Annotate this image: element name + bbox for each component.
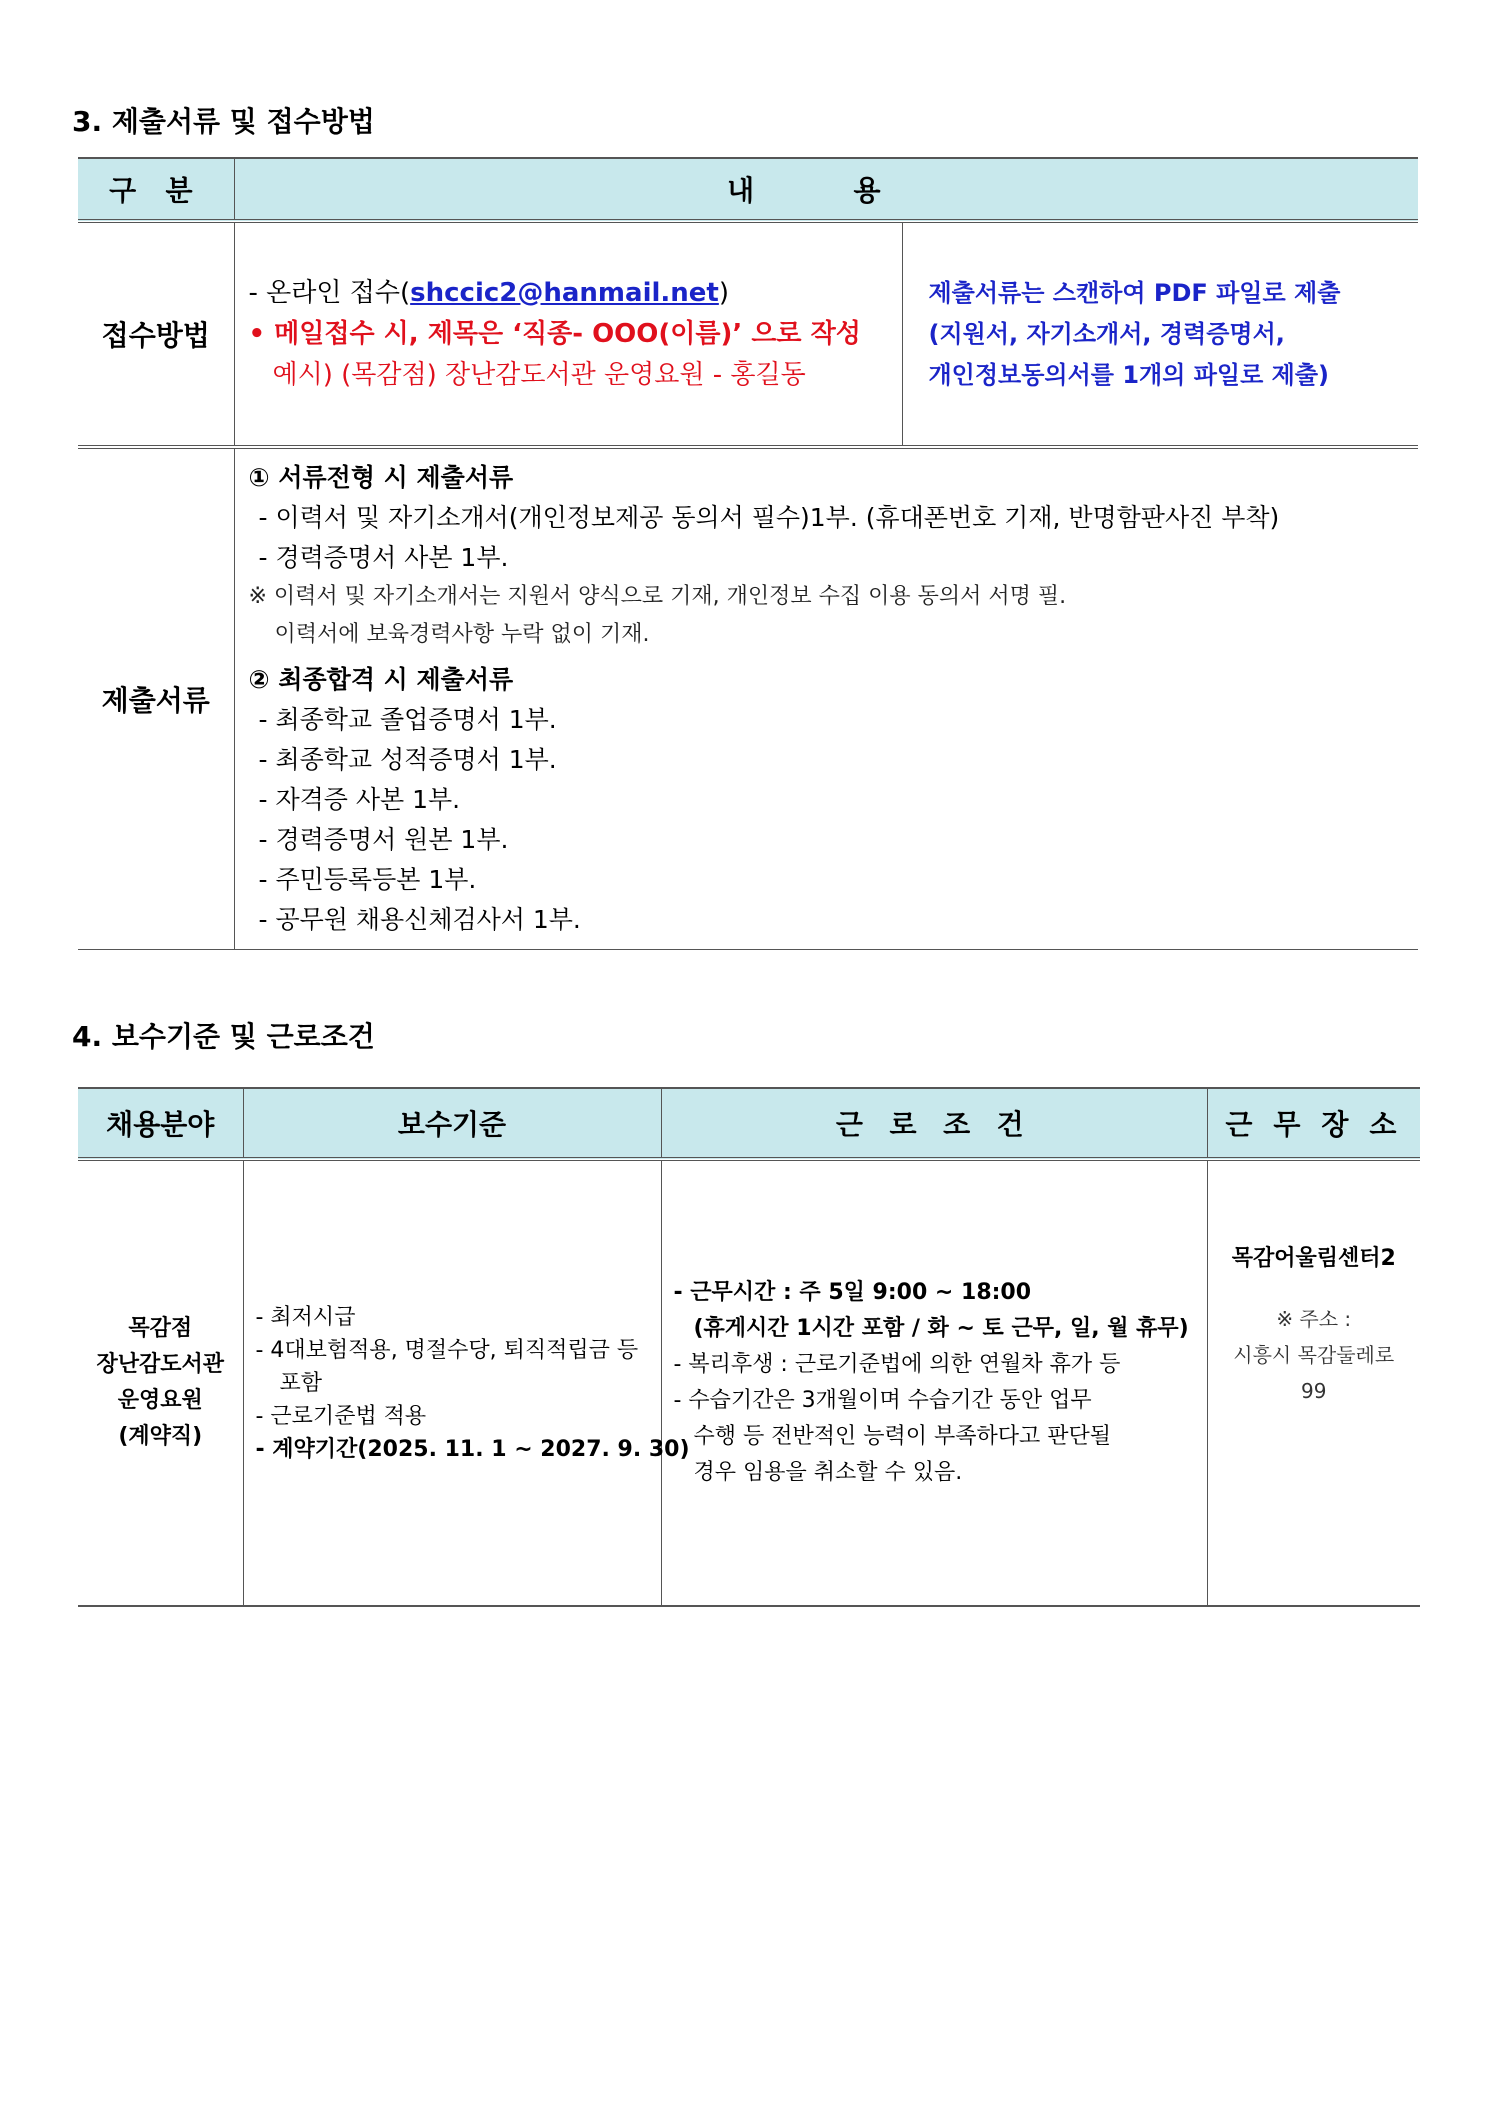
final-item: - 경력증명서 원본 1부. [258, 825, 509, 854]
condition-line: 수행 등 전반적인 능력이 부족하다고 판단될 [693, 1424, 1112, 1449]
online-reception-line: - 온라인 접수(shccic2@hanmail.net) [248, 277, 729, 308]
pay-line: - 근로기준법 적용 [255, 1403, 427, 1429]
condition-line: - 근무시간 : 주 5일 9:00 ~ 18:00 [673, 1280, 1032, 1305]
conditions-table [78, 1087, 1420, 1607]
section3-title: 3. 제출서류 및 접수방법 [72, 105, 375, 138]
pay-line: 포함 [279, 1370, 323, 1396]
header-content: 내 용 [234, 158, 1418, 221]
header-category: 구 분 [78, 158, 234, 221]
header-place: 근 무 장 소 [1207, 1088, 1420, 1159]
conditions-row [78, 1159, 1420, 1606]
workplace-cell [1207, 1159, 1420, 1606]
field-line: 운영요원 [117, 1388, 203, 1413]
pdf-note [902, 221, 1418, 447]
screening-note: 이력서에 보육경력사항 누락 없이 기재. [274, 622, 650, 647]
address-line: 99 [1301, 1379, 1327, 1403]
pay-line: - 최저시급 [255, 1304, 356, 1330]
screening-item: - 이력서 및 자기소개서(개인정보제공 동의서 필수)1부. (휴대폰번호 기재, 반명함판사진 부착) [258, 503, 1280, 532]
pdf-note-line: (지원서, 자기소개서, 경력증명서, [928, 319, 1285, 348]
condition-line: 경우 임용을 취소할 수 있음. [693, 1460, 963, 1485]
final-item: - 최종학교 성적증명서 1부. [258, 745, 557, 774]
header-conditions: 근 로 조 건 [661, 1088, 1207, 1159]
final-item: - 자격증 사본 1부. [258, 785, 461, 814]
final-item: - 최종학교 졸업증명서 1부. [258, 705, 557, 734]
pay-cell [243, 1159, 690, 1606]
reception-row [78, 221, 1418, 447]
field-line: 장난감도서관 [96, 1352, 224, 1377]
condition-line: - 복리후생 : 근로기준법에 의한 연월차 휴가 등 [673, 1352, 1121, 1377]
pay-line: - 4대보험적용, 명절수당, 퇴직적립금 등 [255, 1337, 639, 1363]
screening-item: - 경력증명서 사본 1부. [258, 543, 509, 572]
final-item: - 주민등록등본 1부. [258, 865, 477, 894]
condition-line: - 수습기간은 3개월이며 수습기간 동안 업무 [673, 1388, 1092, 1413]
email-link[interactable]: shccic2@hanmail.net [410, 277, 719, 308]
address-line: 시흥시 목감둘레로 [1233, 1343, 1395, 1367]
header-field: 채용분야 [78, 1088, 243, 1159]
pdf-note-line: 개인정보동의서를 1개의 파일로 제출) [928, 360, 1329, 389]
screening-note: ※ 이력서 및 자기소개서는 지원서 양식으로 기재, 개인정보 수집 이용 동의서 서명 필. [248, 584, 1067, 609]
section4-title: 4. 보수기준 및 근로조건 [72, 1020, 375, 1053]
final-item: - 공무원 채용신체검사서 1부. [258, 905, 581, 934]
field-line: (계약직) [118, 1424, 203, 1449]
reception-label: 접수방법 [78, 221, 234, 447]
condition-line: (휴게시간 1시간 포함 / 화 ~ 토 근무, 일, 월 휴무) [693, 1316, 1189, 1341]
workplace-name: 목감어울림센터2 [1231, 1246, 1396, 1271]
final-title: ② 최종합격 시 제출서류 [248, 665, 514, 694]
field-line: 목감점 [128, 1316, 193, 1341]
pay-line: - 계약기간(2025. 11. 1 ~ 2027. 9. 30) [255, 1436, 690, 1462]
header-pay: 보수기준 [243, 1088, 661, 1159]
work-conditions-cell [661, 1159, 1207, 1606]
submission-table [78, 157, 1418, 950]
screening-title: ① 서류전형 시 제출서류 [248, 463, 514, 492]
documents-label: 제출서류 [78, 447, 234, 950]
conditions-table-header [78, 1088, 1420, 1159]
reception-details [234, 221, 902, 447]
address-line: ※ 주소 : [1276, 1307, 1352, 1331]
documents-row [78, 447, 1418, 950]
mail-subject-example: 예시) (목감점) 장난감도서관 운영요원 - 홍길동 [272, 359, 806, 390]
field-cell [78, 1159, 243, 1606]
submission-table-header [78, 158, 1418, 221]
mail-subject-note: • 메일접수 시, 제목은 ‘직종- OOO(이름)’ 으로 작성 [248, 318, 861, 349]
pdf-note-line: 제출서류는 스캔하여 PDF 파일로 제출 [928, 278, 1341, 307]
documents-details [234, 447, 1418, 950]
